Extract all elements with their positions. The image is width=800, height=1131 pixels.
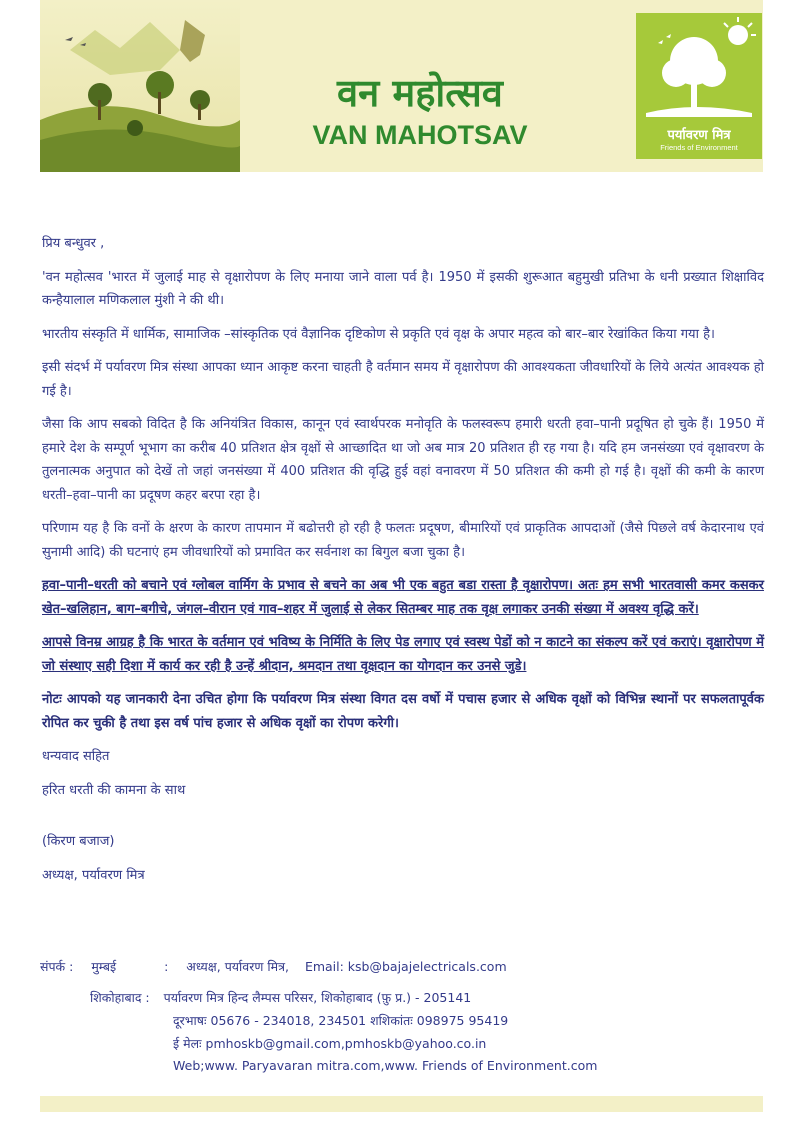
closing-wish: हरित धरती की कामना के साथ (42, 782, 186, 798)
contact-email-link[interactable]: Email: ksb@bajajelectricals.com (304, 959, 507, 974)
tree-planting-illustration (40, 0, 240, 172)
contact-row-mumbai (40, 958, 507, 975)
logo-name: पर्यावरण मित्र (667, 128, 731, 143)
tree-sun-icon (636, 13, 762, 123)
footer-band (40, 1096, 763, 1112)
letter-body (42, 232, 764, 897)
note-paragraph: नोटः आपको यह जानकारी देना उचित होगा कि पर्यावरण मित्र संस्था विगत दस वर्षो में पचास हजार से अधिक वृक्षों को विभिन्न स्थानों पर सफलतापूर्वक रोपित कर चुकी है तथा इस वर्ष पांच हजार से अधिक वृक्षों का रोपण करेगी। (42, 692, 764, 731)
signatory-designation: अध्यक्ष, पर्यावरण मित्र (42, 867, 145, 883)
contact-email-addresses[interactable]: ई मेलः pmhoskb@gmail.com,pmhoskb@yahoo.co.in (173, 1036, 487, 1051)
contact-label: संपर्क : (40, 959, 74, 974)
contact-website[interactable]: Web;www. Paryavaran mitra.com,www. Friends of Environment.com (173, 1058, 598, 1073)
closing-thanks: धन्यवाद सहित (42, 749, 110, 764)
highlight-paragraph-2: आपसे विनम्र आग्रह है कि भारत के वर्तमान एवं भविष्य के निर्मिति के लिए पेड लगाए एवं स्वस्थ पेडों को न काटने का संकल्प करें एवं कराएं। वृक्षारोपण में जो संस्थाए सही दिशा में कार्य कर रही है उन्हें श्रीदान, श्रमदान तथा वृक्षदान का योगदान कर उनसे जुडे। (42, 635, 764, 674)
logo-subtitle: Friends of Environment (660, 143, 738, 152)
signatory-name: (किरण बजाज) (42, 834, 115, 849)
contact-row-shikohabad (90, 989, 471, 1006)
contact-mumbai-address: अध्यक्ष, पर्यावरण मित्र, (186, 959, 289, 974)
paryavaran-mitra-logo (636, 13, 762, 159)
contact-phone: दूरभाषः 05676 - 234018, 234501 शशिकांतः 098975 95419 (173, 1013, 509, 1028)
contact-separator: : (164, 959, 169, 974)
highlight-paragraph-1: हवा–पानी–धरती को बचाने एवं ग्लोबल वार्मिग के प्रभाव से बचने का अब भी एक बहुत बडा रास्ता है वृक्षारोपण। अतः हम सभी भारतवासी कमर कसकर खेत–खलिहान, बाग–बगीचे, जंगल–वीरान एवं गाव–शहर में जुलाई से लेकर सितम्बर माह तक वृक्ष लगाकर उनकी संख्या में अवश्य वृद्धि करें। (42, 578, 764, 617)
salutation: प्रिय बन्धुवर , (42, 236, 105, 251)
contact-city-shikohabad: शिकोहाबाद : (90, 990, 150, 1005)
contact-city-mumbai: मुम्बई (91, 959, 117, 974)
paragraph-2: भारतीय संस्कृति में धार्मिक, सामाजिक –सांस्कृतिक एवं वैज्ञानिक दृष्टिकोण से प्रकृति एवं वृक्ष के अपार महत्व को बार–बार रेखांकित किया गया है। (42, 326, 715, 342)
paragraph-3: इसी संदर्भ में पर्यावरण मित्र संस्था आपका ध्यान आकृष्ट करना चाहती है वर्तमान समय में वृक्षारोपण की आवश्यकता जीवधारियों के लिये अत्यंत आवश्यक हो गई है। (42, 360, 764, 399)
contact-shikohabad-address: पर्यावरण मित्र हिन्द लैम्पस परिसर, शिकोहाबाद (फ़ु प्र.) - 205141 (163, 990, 472, 1005)
letterhead (40, 0, 763, 172)
paragraph-4: जैसा कि आप सबको विदित है कि अनियंत्रित विकास, कानून एवं स्वार्थपरक मनोवृति के फलस्वरूप हमारी धरती हवा–पानी प्रदूषित हो चुके हैं। 1950 में हमारे देश के सम्पूर्ण भूभाग का करीब 40 प्रतिशत क्षेत्र वृक्षों से आच्छादित था जो अब मात्र 20 प्रतिशत ही रह गया है। यदि हम जनसंख्या एवं वृक्षावरण के तुलनात्मक अनुपात को देखें तो जहां जनसंख्या में 400 प्रतिशत की वृद्धि हुई वहां वनावरण में 50 प्रतिशत की कमी हो गई है। वृक्षों की कमी के कारण धरती–हवा–पानी का प्रदूषण कहर बरपा रहा है। (42, 417, 764, 503)
paragraph-1: 'वन महोत्सव 'भारत में जुलाई माह से वृक्षारोपण के लिए मनाया जाने वाला पर्व है। 1950 में इसकी शुरूआत बहुमुखी प्रतिभा के धनी प्रख्यात शिक्षाविद कन्हैयालाल मणिकलाल मुंशी ने की थी। (42, 269, 764, 308)
paragraph-5: परिणाम यह है कि वनों के क्षरण के कारण तापमान में बढोत्तरी हो रही है फलतः प्रदूषण, बीमारियों एवं प्राकृतिक आपदाओं (जैसे पिछले वर्ष केदारनाथ एवं सुनामी आदि) की घटनाएं हम जीवधारियों को प्रमावित कर सर्वनाश का बिगुल बजा चुका है। (42, 521, 764, 560)
page-title-hindi: वन महोत्सव (337, 71, 503, 115)
page-title-english: VAN MAHOTSAV (312, 120, 528, 150)
